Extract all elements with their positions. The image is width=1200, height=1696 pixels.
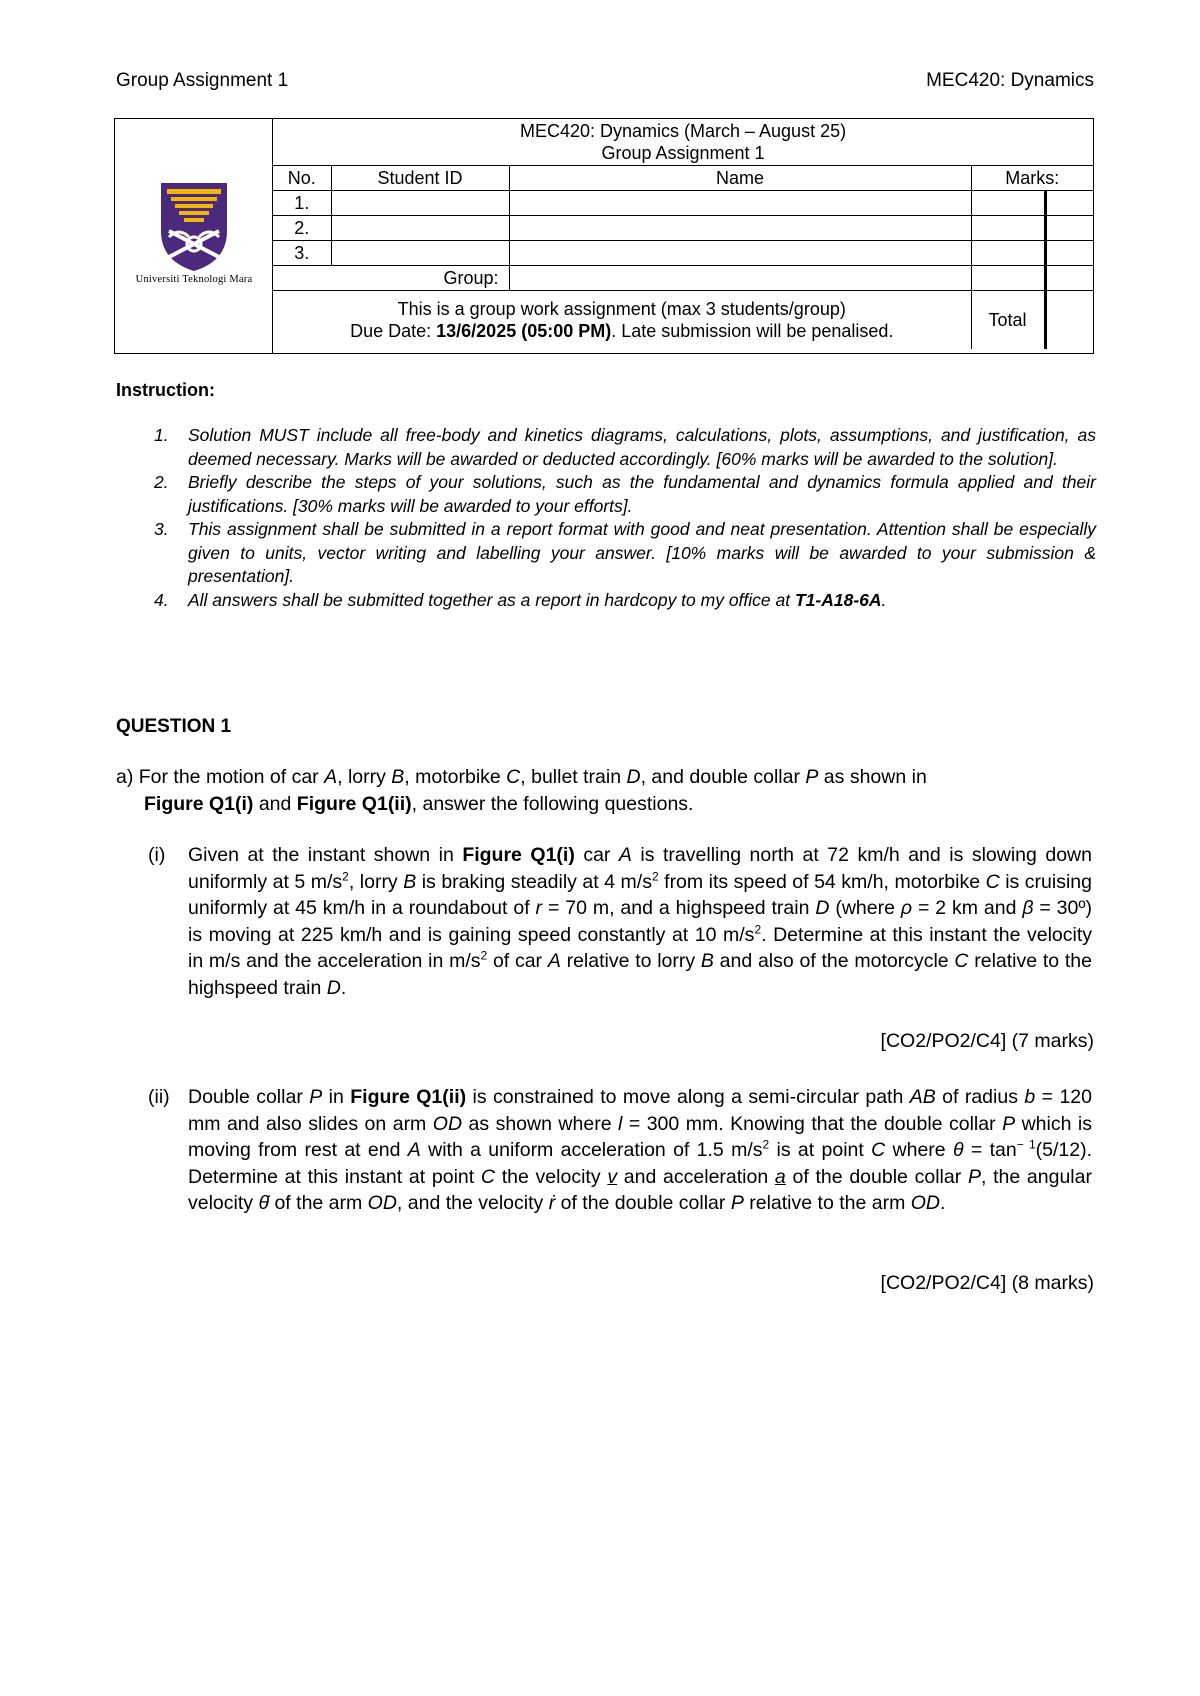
course-title: MEC420: Dynamics (March – August 25)	[519, 121, 847, 141]
instruction-item	[116, 518, 1096, 589]
var-c: C	[480, 1165, 495, 1188]
marks-cell-extra	[1045, 191, 1093, 216]
name-cell	[509, 216, 971, 241]
t: as shown where	[462, 1112, 619, 1135]
due-prefix: Due Date:	[350, 321, 437, 341]
t: and acceleration	[617, 1165, 775, 1188]
var-a: A	[618, 844, 632, 866]
var-c: C	[871, 1139, 886, 1161]
marks-sub-ii: [CO2/PO2/C4] (8 marks)	[880, 1272, 1094, 1294]
part-a-text: a) For the motion of car	[116, 766, 325, 788]
var-b: B	[403, 870, 417, 893]
university-logo-text: Universiti Teknologi Mara	[135, 274, 253, 285]
cover-title-cell	[273, 119, 1093, 166]
item-text: Briefly describe the steps of your solutions, such as the fundamental and dynamics formula applied and their justifications. [30% marks will be awarded to your efforts].	[188, 472, 1096, 516]
var-rho: ρ	[900, 897, 913, 919]
row-number: 1.	[273, 191, 331, 216]
t: , the angular velocity	[188, 1165, 1092, 1214]
marks-sub-i: [CO2/PO2/C4] (7 marks)	[880, 1030, 1094, 1052]
part-a-text: , motorbike	[404, 766, 507, 788]
marks-cell	[971, 216, 1045, 241]
marks-cell	[971, 241, 1045, 266]
header-right: MEC420: Dynamics	[926, 70, 1094, 91]
question-sub-i	[148, 842, 1092, 1001]
row-number: 2.	[273, 216, 331, 241]
var-l: l	[618, 1112, 623, 1135]
t: , and the velocity	[396, 1192, 549, 1214]
col-name-header: Name	[509, 166, 971, 191]
t: Given at the instant shown in	[188, 844, 463, 866]
total-label: Total	[971, 291, 1045, 350]
var-d: D	[815, 897, 830, 919]
instruction-item	[116, 471, 1096, 518]
var-theta: θ	[952, 1139, 964, 1161]
t: .	[939, 1192, 946, 1214]
var-d: D	[326, 976, 341, 999]
instruction-heading: Instruction:	[116, 380, 215, 400]
question-part-a	[116, 764, 1092, 817]
var-theta-dot: θ̇	[258, 1192, 270, 1214]
t: the velocity	[495, 1165, 608, 1188]
t: = 120 mm and also slides on arm	[188, 1086, 1092, 1135]
marks-cell-extra	[1045, 241, 1093, 266]
due-suffix: . Late submission will be penalised.	[611, 321, 894, 341]
student-id-cell	[331, 191, 509, 216]
instruction-item	[116, 424, 1096, 471]
name-cell	[509, 191, 971, 216]
t: where	[885, 1139, 953, 1161]
t: of the double collar	[555, 1192, 731, 1214]
group-cell	[509, 266, 971, 291]
t: = 70 m, and a highspeed train	[542, 897, 816, 919]
instruction-item	[116, 589, 1096, 613]
col-marks-header: Marks:	[971, 166, 1093, 191]
t: , lorry	[348, 870, 404, 893]
var-p: P	[309, 1086, 323, 1108]
t: (5/12). Determine at this instant at point	[188, 1139, 1092, 1188]
figure-ref: Figure Q1(ii)	[296, 792, 412, 815]
t: is at point	[769, 1139, 872, 1161]
t: Double collar	[188, 1086, 310, 1108]
item-text: All answers shall be submitted together as a report in hardcopy to my office at	[188, 589, 795, 610]
t: from its speed of 54 km/h, motorbike	[658, 870, 986, 893]
col-no-header: No.	[273, 166, 331, 191]
t: is constrained to move along a semi-circular path	[466, 1086, 910, 1108]
var-p: P	[967, 1165, 981, 1188]
sub-ii-label: (ii)	[148, 1086, 170, 1108]
figure-ref: Figure Q1(i)	[144, 792, 254, 815]
due-date-line	[273, 320, 971, 342]
logo-cell	[115, 119, 273, 353]
instruction-list	[116, 424, 1096, 612]
due-date: 13/6/2025 (05:00 PM)	[436, 321, 612, 341]
var-a: A	[547, 950, 561, 972]
var-od: OD	[367, 1192, 397, 1214]
var-c: C	[954, 950, 969, 972]
item-text: This assignment shall be submitted in a report format with good and neat presentation. Attention shall be especially given to units, vector writing and labelling your answer. [10% marks will be awarded to your submission & presentation].	[188, 519, 1096, 586]
var-c: C	[506, 766, 521, 788]
part-a-text: , lorry	[337, 766, 392, 788]
t: = 2 km and	[912, 897, 1023, 919]
part-a-line2	[116, 791, 1092, 818]
total-cell	[1045, 291, 1093, 350]
t: is travelling north at 72 km/h and is slowing down uniformly at 5 m/s	[188, 844, 1092, 893]
note-cell	[273, 291, 971, 350]
t: .	[340, 976, 347, 999]
student-id-cell	[331, 241, 509, 266]
office-location: T1-A18-6A	[794, 589, 882, 610]
t: = 300 mm. Knowing that the double collar	[622, 1112, 1003, 1135]
var-b-radius: b	[1024, 1086, 1036, 1108]
marks-cell	[971, 266, 1045, 291]
superscript: 2	[651, 869, 659, 883]
row-number: 3.	[273, 241, 331, 266]
var-c: C	[985, 870, 1000, 893]
question-heading: QUESTION 1	[116, 716, 232, 737]
var-od: OD	[910, 1192, 940, 1214]
superscript: 2	[754, 922, 762, 936]
marks-cell	[971, 191, 1045, 216]
student-id-cell	[331, 216, 509, 241]
name-cell	[509, 241, 971, 266]
var-r-dot: ṙ	[548, 1192, 556, 1214]
superscript: 2	[342, 869, 349, 883]
superscript: 2	[480, 948, 488, 963]
item-text-end: .	[881, 589, 887, 610]
figure-ref: Figure Q1(i)	[462, 844, 575, 866]
t: = 30º) is moving at 225 km/h and is gaining speed constantly at 10 m/s	[188, 897, 1092, 946]
var-p: P	[1002, 1112, 1016, 1135]
var-p: P	[730, 1192, 744, 1214]
var-a-accel: a	[774, 1165, 786, 1188]
t: which is moving from rest at end	[188, 1112, 1092, 1161]
question-sub-ii	[148, 1084, 1092, 1217]
cover-sheet-table	[114, 118, 1094, 354]
t: of the arm	[269, 1192, 368, 1214]
var-a: A	[324, 766, 338, 788]
header-left: Group Assignment 1	[116, 70, 289, 91]
t: relative to lorry	[560, 950, 701, 972]
sub-i-body	[188, 842, 1092, 1001]
t: relative to the arm	[743, 1192, 911, 1214]
t: . Determine at this instant the velocity in m/s and the acceleration in m/s	[188, 923, 1092, 972]
superscript: − 1	[1016, 1137, 1036, 1152]
var-p: P	[805, 766, 819, 788]
marks-cell-extra	[1045, 216, 1093, 241]
var-r: r	[535, 897, 543, 919]
item-number: 3.	[154, 519, 169, 539]
var-d: D	[626, 766, 641, 788]
var-beta: β	[1022, 897, 1034, 919]
t: relative to the highspeed train	[188, 950, 1092, 999]
superscript: 2	[762, 1137, 770, 1152]
t: in	[322, 1086, 351, 1108]
t: of the double collar	[785, 1165, 968, 1188]
var-b: B	[700, 950, 714, 972]
item-number: 1.	[154, 425, 169, 445]
item-text: Solution MUST include all free-body and kinetics diagrams, calculations, plots, assumptions, and justification, as deemed necessary. Marks will be awarded or deducted accordingly. [60% marks will be awarded to the solution].	[188, 425, 1096, 469]
uitm-logo-icon	[159, 181, 229, 273]
col-student-id-header: Student ID	[331, 166, 509, 191]
t: is braking steadily at 4 m/s	[416, 870, 652, 893]
part-a-text: , bullet train	[520, 766, 627, 788]
group-label: Group:	[273, 266, 509, 291]
item-number: 2.	[154, 472, 169, 492]
t: is cruising uniformly at 45 km/h in a roundabout of	[188, 870, 1092, 919]
part-a-text: and	[253, 792, 297, 815]
sub-ii-body	[188, 1084, 1092, 1217]
t: car	[574, 844, 619, 866]
var-v: v	[607, 1165, 618, 1188]
group-work-note: This is a group work assignment (max 3 students/group)	[397, 299, 846, 319]
var-a: A	[407, 1139, 421, 1161]
cover-grid	[273, 119, 1093, 349]
t: and also of the motorcycle	[713, 950, 955, 972]
t: of radius	[935, 1086, 1025, 1108]
sub-i-label: (i)	[148, 844, 166, 866]
var-od: OD	[432, 1112, 463, 1135]
part-a-text: , and double collar	[640, 766, 806, 788]
t: = tan	[963, 1139, 1017, 1161]
part-a-text: as shown in	[818, 766, 927, 788]
figure-ref: Figure Q1(ii)	[350, 1086, 467, 1108]
item-number: 4.	[154, 589, 169, 610]
part-a-text: , answer the following questions.	[411, 792, 694, 815]
var-ab: AB	[909, 1086, 936, 1108]
t: (where	[829, 897, 901, 919]
t: of car	[487, 950, 548, 972]
assignment-title: Group Assignment 1	[601, 143, 765, 163]
t: with a uniform acceleration of 1.5 m/s	[420, 1139, 763, 1161]
var-b: B	[391, 766, 405, 788]
marks-cell-extra	[1045, 266, 1093, 291]
